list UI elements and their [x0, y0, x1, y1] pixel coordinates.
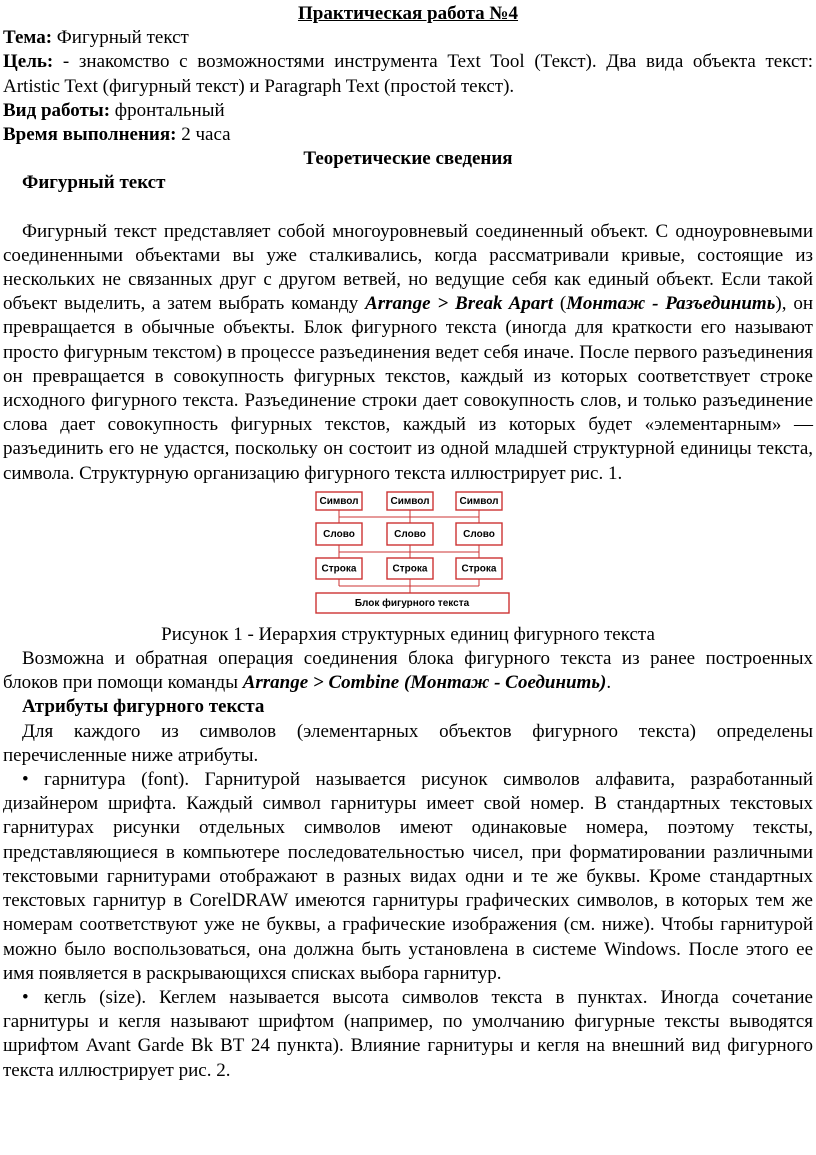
word-label: Слово — [463, 529, 495, 540]
section-heading-theory: Теоретические сведения — [303, 148, 513, 170]
paragraph-text: . — [606, 672, 612, 694]
subsection-heading-artistic: Фигурный текст — [22, 172, 166, 194]
figure-caption: Рисунок 1 - Иерархия структурных единиц фигурного текста — [161, 623, 655, 645]
word-label: Слово — [323, 529, 355, 540]
line-label: Строка — [321, 563, 357, 575]
paragraph-artistic-text — [3, 220, 813, 486]
paragraph-text: Фигурный текст представляет собой многоуровневый соединенный объект. С одноуровневыми соединенными объектами вы уже сталкивались, когда рассматривали кривые, состоящие из нескольких не связанных друг с другом ветвей, но ведущие себя как единый объект. Если такой объект выделить, а затем выбрать команду — [3, 220, 813, 315]
block-label: Блок фигурного текста — [354, 598, 470, 609]
symbol-label: Символ — [319, 496, 359, 507]
work-type-value: фронтальный — [110, 99, 225, 121]
goal-label: Цель: — [3, 51, 54, 73]
list-item-font — [3, 768, 813, 986]
paragraph-text: ( — [553, 293, 567, 315]
paragraph-text: ), он превращается в обычные объекты. Блок фигурного текста (иногда для краткости его называют просто фигурным текстом) в процессе разъединения ведет себя иначе. После первого разъединения он превращается в совокупность фигурных текстов, каждый из которых соответствует строке исходного фигурного текста. Разъединение строки дает совокупность слов, и только разъединение слова дает совокупность фигурных текстов, каждый из которых будет «элементарным» — разъединить его не удастся, поскольку он состоит из одной младшей структурной единицы текста, символа. Структурную организацию фигурного текста иллюстрирует рис. 1. — [3, 293, 813, 484]
paragraph-text: Возможна и обратная операция соединения блока фигурного текста из ранее построенных блоков при помощи команды — [3, 648, 813, 694]
work-type-line — [3, 99, 813, 123]
symbol-label: Символ — [390, 496, 430, 507]
line-label: Строка — [392, 563, 428, 575]
paragraph-combine — [3, 647, 813, 695]
duration-line — [3, 123, 813, 147]
theme-line — [3, 26, 813, 50]
duration-value: 2 часа — [176, 124, 231, 146]
bullet-icon: • — [22, 986, 29, 1008]
hierarchy-diagram — [310, 490, 516, 618]
word-label: Слово — [394, 529, 426, 540]
paragraph-attributes-intro: Для каждого из символов (элементарных объектов фигурного текста) определены перечисленные ниже атрибуты. — [3, 720, 813, 766]
line-label: Строка — [461, 563, 497, 575]
theme-label: Тема: — [3, 27, 53, 49]
list-item-text: кегль (size). Кеглем называется высота символов текста в пунктах. Иногда сочетание гарнитуры и кегля называют шрифтом (например, по умолчанию фигурные тексты выводятся шрифтом Avant Garde Bk BT 24 пункта). Влияние гарнитуры и кегля на внешний вид фигурного текста иллюстрирует рис. 2. — [3, 986, 813, 1081]
document-page — [3, 2, 813, 1083]
page-title: Практическая работа №4 — [297, 3, 519, 24]
work-type-label: Вид работы: — [3, 99, 111, 121]
command-break-apart: Arrange > Break Apart — [365, 293, 554, 315]
goal-line — [3, 50, 813, 98]
bullet-icon: • — [22, 769, 29, 791]
list-item-size — [3, 986, 813, 1083]
figure-hierarchy — [3, 490, 816, 618]
list-item-text: гарнитура (font). Гарнитурой называется рисунок символов алфавита, разработанный дизайнером шрифта. Каждый символ гарнитуры имеет свой номер. В стандартных текстовых гарнитурах рисунки отдельных символов имеют одинаковые номера, поэтому тексты, представляющиеся в компьютере последовательностью чисел, при форматировании различными текстовыми гарнитурами отображают в разных видах одни и те же буквы. Кроме стандартных текстовых гарнитур в CorelDRAW имеются гарнитуры графических символов, в которых тем же номерам соответствуют уже не буквы, а графические изображения (см. ниже). Чтобы гарнитурой можно было воспользоваться, она должна быть установлена в системе Windows. После этого ее имя появляется в раскрывающихся списках выбора гарнитур. — [3, 769, 813, 984]
command-combine: Arrange > Combine (Монтаж - Соединить) — [242, 672, 607, 694]
subsection-heading-attributes: Атрибуты фигурного текста — [22, 696, 265, 718]
command-break-apart-ru: Монтаж - Разъединить — [566, 293, 776, 315]
theme-value: Фигурный текст — [52, 27, 189, 49]
duration-label: Время выполнения: — [3, 124, 177, 146]
blank-line — [3, 196, 813, 220]
symbol-label: Символ — [459, 496, 499, 507]
goal-value: - знакомство с возможностями инструмента Text Tool (Текст). Два вида объекта текст: Artistic Text (фигурный текст) и Paragraph Text (простой текст). — [3, 51, 813, 97]
